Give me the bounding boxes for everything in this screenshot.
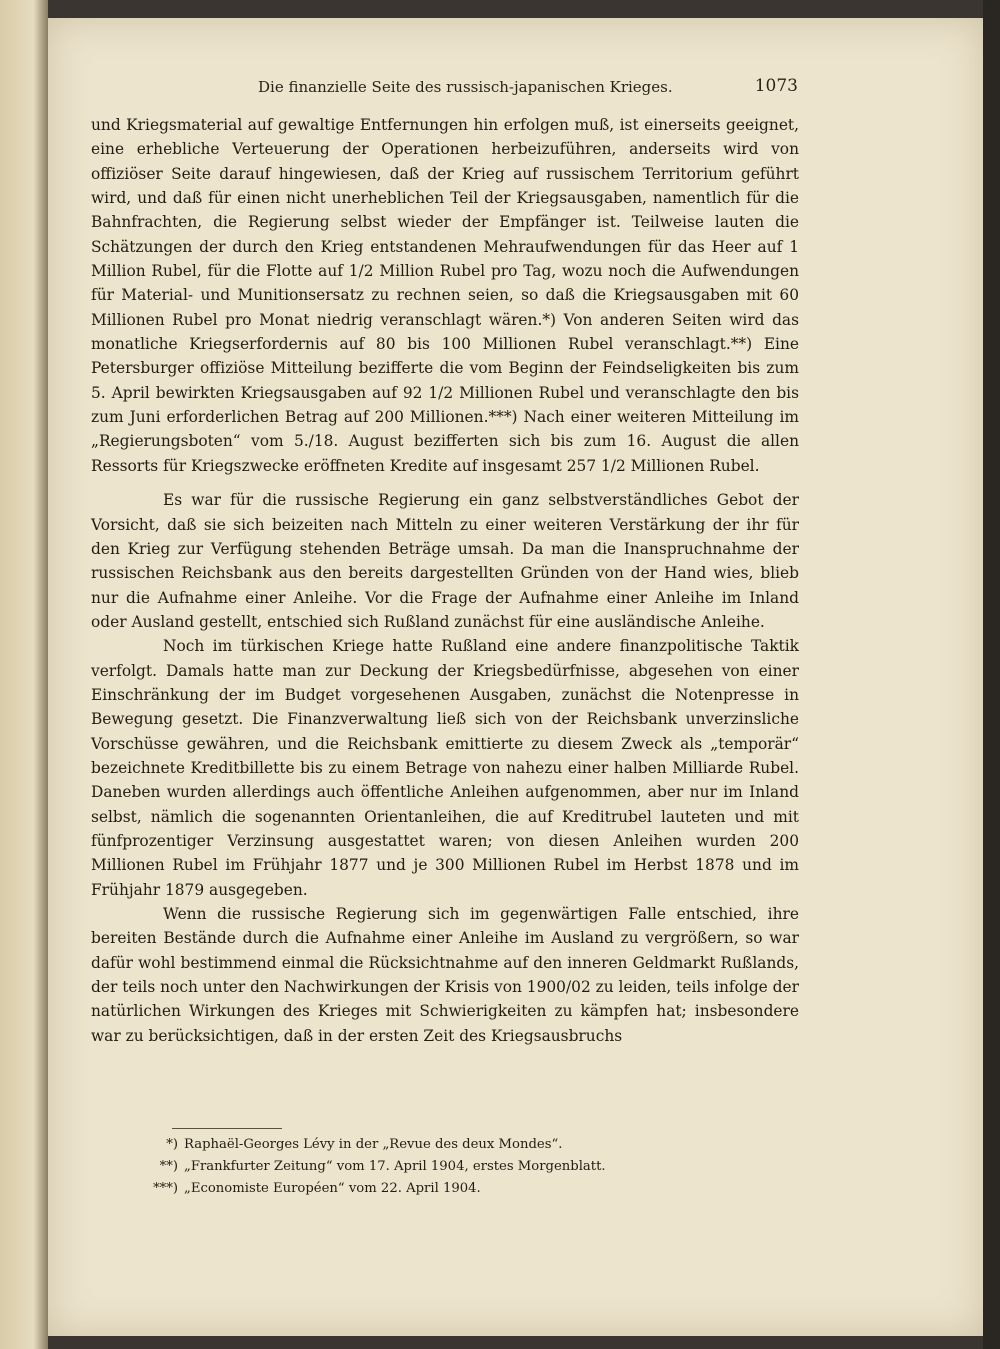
paragraph-2: Es war für die russische Regierung ein ganz selbstverständliches Gebot der Vorsicht, daß sie sich beizeiten nach Mitteln zu einer weiteren Verstärkung der ihr für den Krieg zur Verfügung stehenden Beträge umsah. Da man die Inanspruchnahme der russischen Reichsbank aus den bereits dargestellten Gründen von der Hand wies, blieb nur die Aufnahme einer Anleihe. Vor die Frage der Aufnahme einer Anleihe im Inland oder Ausland gestellt, entschied sich Rußland zunächst für eine ausländische Anleihe. xyxy=(91,491,799,631)
footnote-text: „Economiste Européen“ vom 22. April 1904. xyxy=(184,1181,481,1196)
page-number: 1073 xyxy=(754,76,798,96)
footnote-1 xyxy=(140,1134,740,1156)
body-text xyxy=(91,113,799,1048)
footnote-2 xyxy=(140,1156,740,1178)
footnote-mark: *) xyxy=(166,1137,178,1152)
adjacent-page-edge xyxy=(0,0,48,1349)
footnote-separator xyxy=(172,1128,282,1129)
running-title: Die finanzielle Seite des russisch-japanischen Krieges. xyxy=(258,78,673,96)
page-header xyxy=(258,70,798,100)
scan-background xyxy=(983,0,1000,1349)
footnote-3 xyxy=(140,1178,740,1200)
footnote-text: Raphaël-Georges Lévy in der „Revue des deux Mondes“. xyxy=(184,1137,563,1152)
footnotes xyxy=(140,1134,740,1200)
paragraph-3: Noch im türkischen Kriege hatte Rußland eine andere finanzpolitische Taktik verfolgt. Damals hatte man zur Deckung der Kriegsbedürfnisse, abgesehen von einer Einschränkung der im Budget vorgesehenen Ausgaben, zunächst die Notenpresse in Bewegung gesetzt. Die Finanzverwaltung ließ sich von der Reichsbank unverzinsliche Vorschüsse gewähren, und die Reichsbank emittierte zu diesem Zweck als „temporär“ bezeichnete Kreditbillette bis zu einem Betrage von nahezu einer halben Milliarde Rubel. Daneben wurden allerdings auch öffentliche Anleihen aufgenommen, aber nur im Inland selbst, nämlich die sogenannten Orientanleihen, die auf Kreditrubel lauteten und mit fünfprozentiger Verzinsung ausgestattet waren; von diesen Anleihen wurden 200 Millionen Rubel im Frühjahr 1877 und je 300 Millionen Rubel im Herbst 1878 und im Frühjahr 1879 ausgegeben. xyxy=(91,637,799,899)
footnote-mark: ***) xyxy=(153,1181,178,1196)
paragraph-4: Wenn die russische Regierung sich im gegenwärtigen Falle entschied, ihre bereiten Bestände durch die Aufnahme einer Anleihe im Ausland zu vergrößern, so war dafür wohl bestimmend einmal die Rücksichtnahme auf den inneren Geldmarkt Rußlands, der teils noch unter den Nachwirkungen der Krisis von 1900/02 zu leiden, teils infolge der natürlichen Wirkungen des Krieges mit Schwierigkeiten zu kämpfen hat; insbesondere war zu berücksichtigen, daß in der ersten Zeit des Kriegsausbruchs xyxy=(91,905,799,1045)
footnote-text: „Frankfurter Zeitung“ vom 17. April 1904, erstes Morgenblatt. xyxy=(184,1159,606,1174)
footnote-mark: **) xyxy=(159,1159,178,1174)
paragraph-1: und Kriegsmaterial auf gewaltige Entfernungen hin erfolgen muß, ist einerseits geeignet, eine erhebliche Verteuerung der Operationen herbeizuführen, anderseits wird von offiziöser Seite darauf hingewiesen, daß der Krieg auf russischem Territorium geführt wird, und daß für einen nicht unerheblichen Teil der Kriegsausgaben, namentlich für die Bahnfrachten, die Regierung selbst wieder der Empfänger ist. Teilweise lauten die Schätzungen der durch den Krieg entstandenen Mehraufwendungen für das Heer auf 1 Million Rubel, für die Flotte auf 1/2 Million Rubel pro Tag, wozu noch die Aufwendungen für Material- und Munitionsersatz zu rechnen seien, so daß die Kriegsausgaben mit 60 Millionen Rubel pro Monat niedrig veranschlagt wären.*) Von anderen Seiten wird das monatliche Kriegserfordernis auf 80 bis 100 Millionen Rubel veranschlagt.**) Eine Petersburger offiziöse Mitteilung bezifferte die vom Beginn der Feindseligkeiten bis zum 5. April bewirkten Kriegsausgaben auf 92 1/2 Millionen Rubel und veranschlagte den bis zum Juni erforderlichen Betrag auf 200 Millionen.***) Nach einer weiteren Mitteilung im „Regierungsboten“ vom 5./18. August bezifferten sich bis zum 16. August die allen Ressorts für Kriegszwecke eröffneten Kredite auf insgesamt 257 1/2 Millionen Rubel. xyxy=(91,116,799,475)
